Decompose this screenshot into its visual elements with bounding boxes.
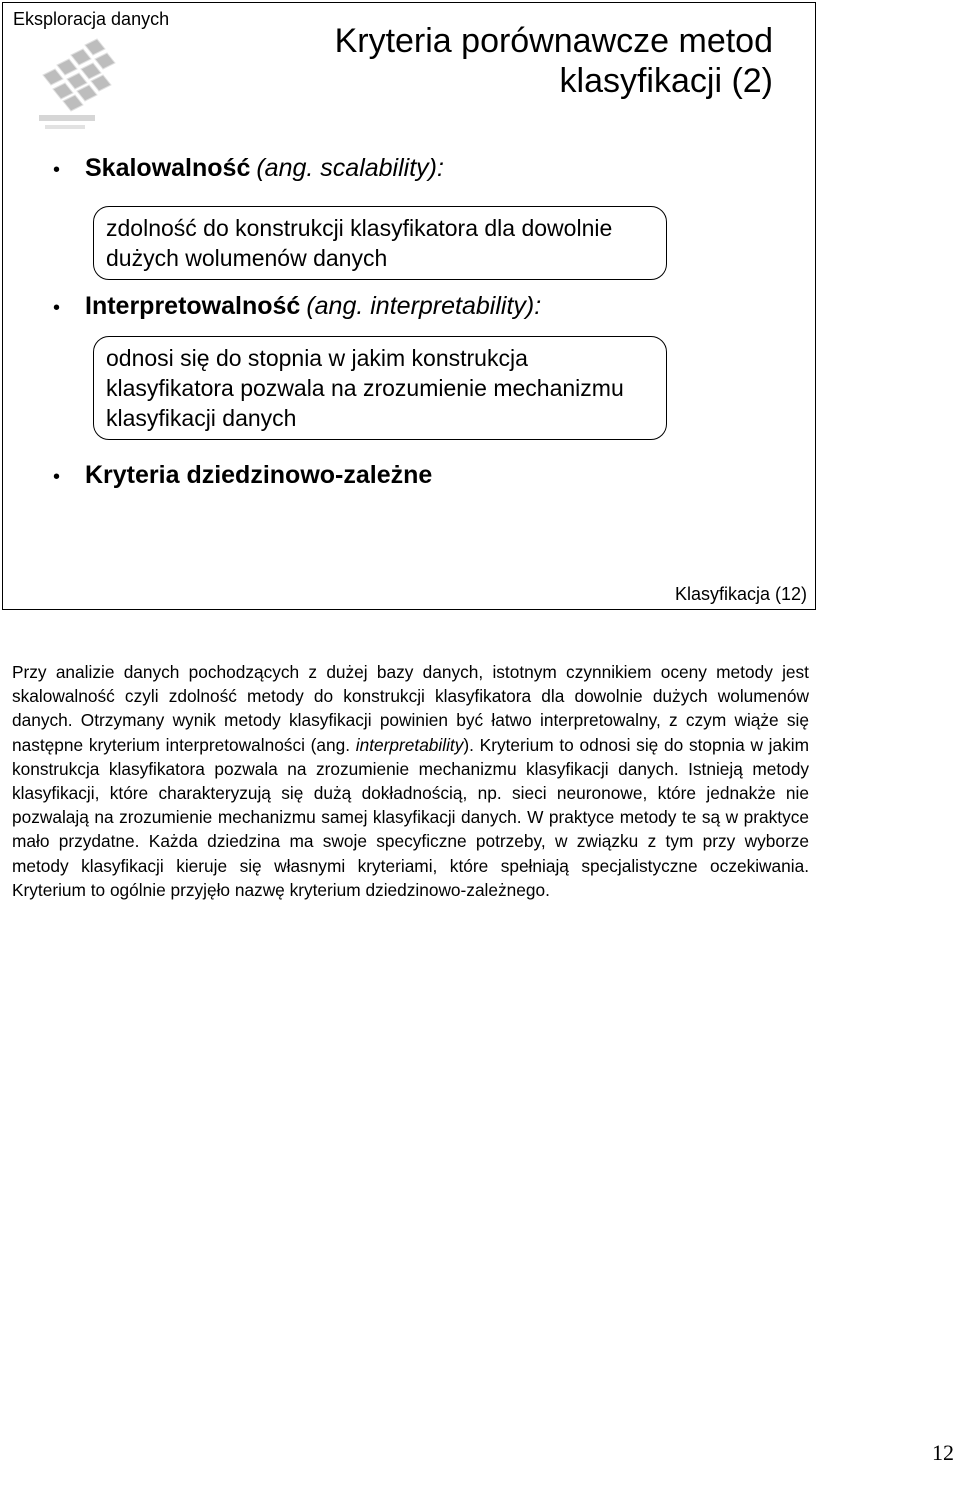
bullet-paren: (ang. interpretability): [306, 292, 542, 320]
bullet-paren: (ang. scalability): [256, 154, 444, 182]
bullet-term: Interpretowalność [85, 292, 301, 320]
notes-italic-term: interpretability [355, 734, 464, 755]
university-logo [33, 35, 123, 133]
bullet-dot-icon: • [53, 466, 61, 488]
bullet-term: Skalowalność [85, 154, 251, 182]
bullet-dot-icon: • [53, 159, 61, 181]
slide-footer: Klasyfikacja (12) [674, 584, 807, 604]
bullet-dot-icon: • [53, 297, 61, 319]
bullet-domain-criteria [53, 460, 432, 492]
lecture-notes: Przy analizie danych pochodzących z dużej bazy danych, istotnym czynnikiem oceny metody jest skalowalność czyli zdolność metody do konstrukcji klasyfikatora dla dowolnie dużych wolumenów danych. Otrzymany wynik metody klasyfikacji powinien być łatwo interpretowalny, z czym wiąże się następne kryterium interpretowalności (ang. interpretability). Kryterium to odnosi się do stopnia w jakim konstrukcja klasyfikatora pozwala na zrozumienie mechanizmu klasyfikacji danych. Istnieją metody klasyfikacji, które charakteryzują się dużą dokładnością, np. sieci neuronowe, które jednakże nie pozwalają na zrozumienie mechanizmu samej klasyfikacji danych. W praktyce metody te są w praktyce mało przydatne. Każda dziedzina ma swoje specyficzne potrzeby, w związku z tym przy wyborze metody klasyfikacji kieruje się własnymi kryteriami, które spełniają specjalistyczne oczekiwania. Kryterium to ogólnie przyjęło nazwę kryterium dziedzinowo-zależnego. [12, 662, 809, 900]
bullet-interpretability [53, 291, 541, 323]
page-number: 12 [932, 1440, 954, 1465]
slide-frame [2, 2, 816, 610]
course-label: Eksploracja danych [13, 9, 170, 29]
definition-box-scalability: zdolność do konstrukcji klasyfikatora dla dowolnie dużych wolumenów danych [93, 206, 667, 280]
bullet-scalability [53, 153, 444, 185]
definition-box-interpretability: odnosi się do stopnia w jakim konstrukcja klasyfikatora pozwala na zrozumienie mechanizmu klasyfikacji danych [93, 336, 667, 440]
slide-title: Kryteria porównawcze metod klasyfikacji (2) [334, 22, 773, 100]
bullet-term: Kryteria dziedzinowo-zależne [85, 461, 433, 489]
